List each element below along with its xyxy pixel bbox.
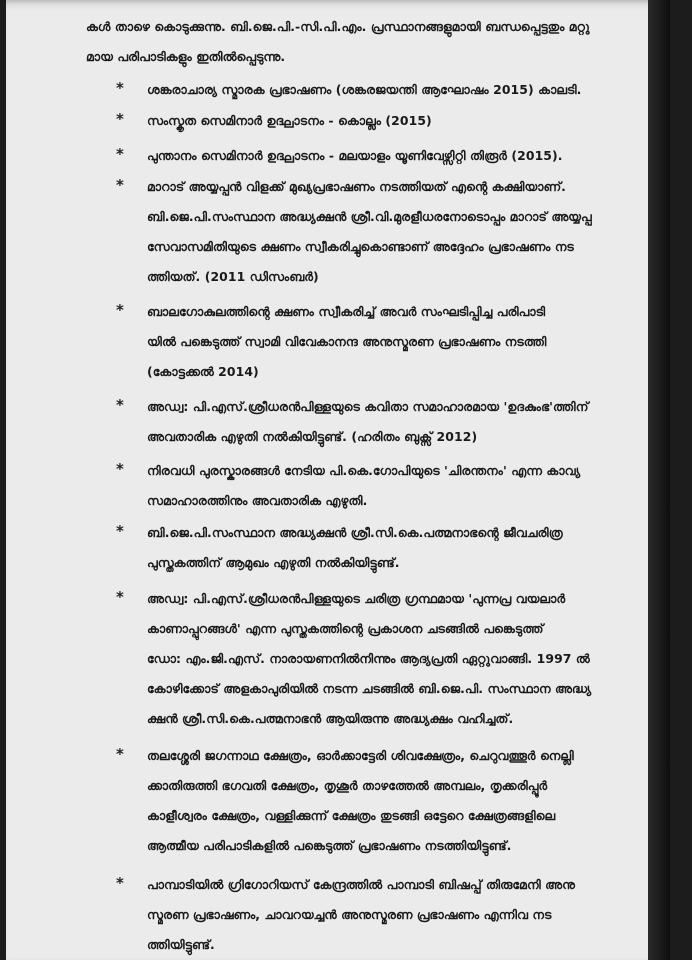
bullet-icon: * xyxy=(116,301,124,319)
item-line: ശങ്കരാചാര്യ സ്മാരക പ്രഭാഷണം (ശങ്കരജയന്തി ആഘോഷം 2015) കാലടി. xyxy=(147,82,582,97)
item-line: പുസ്തകത്തിന് ആമുഖം എഴുതി നൽകിയിട്ടുണ്ട്. xyxy=(147,555,400,570)
item-line: ആത്മീയ പരിപാടികളിൽ പങ്കെടുത്ത് പ്രഭാഷണം നടത്തിയിട്ടുണ്ട്. xyxy=(147,838,512,853)
bullet-icon: * xyxy=(116,874,124,892)
item-line: സംസ്കൃത സെമിനാർ ഉദ്ഘാടനം - കൊല്ലം (2015) xyxy=(147,113,432,128)
bullet-icon: * xyxy=(116,110,124,128)
bullet-icon: * xyxy=(116,176,124,194)
intro-line: കൾ താഴെ കൊടുക്കുന്നു. ബി.ജെ.പി.-സി.പി.എം. പ്രസ്ഥാനങ്ങളുമായി ബന്ധപ്പെട്ടതും മറ്റു xyxy=(86,19,590,34)
item-line: സ്മരണ പ്രഭാഷണം, ചാവറയച്ചൻ അനുസ്മരണ പ്രഭാഷണം എന്നിവ നട xyxy=(147,907,552,922)
item-line: തലശ്ശേരി ജഗന്നാഥ ക്ഷേത്രം, ഓർക്കാട്ടേരി ശിവക്ഷേത്രം, ചെറുവത്തൂർ നെല്ലി xyxy=(147,748,574,763)
item-line: ക്കാതിരുത്തി ഭഗവതി ക്ഷേത്രം, തൃശൂർ താഴത്തേൽ അമ്പലം, തൃക്കരിപ്പൂർ xyxy=(147,778,548,793)
bullet-icon: * xyxy=(116,588,124,606)
bullet-icon: * xyxy=(116,460,124,478)
item-line: ക്ഷൻ ശ്രീ.സി.കെ.പത്മനാഭൻ ആയിരുന്നു അദ്ധ്യക്ഷം വഹിച്ചത്. xyxy=(147,711,514,726)
item-line: ത്തിയത്. (2011 ഡിസംബർ) xyxy=(147,269,319,284)
intro-line: മായ പരിപാടികളും ഇതിൽപ്പെടുന്നു. xyxy=(86,49,286,64)
item-line: പുന്താനം സെമിനാർ ഉദ്ഘാടനം - മലയാളം യൂണിവേഴ്സിറ്റി തിരൂർ (2015). xyxy=(147,148,563,163)
item-line: ഡോ: എം.ജി.എസ്. നാരായണനിൽനിന്നും ആദ്യപ്രതി ഏറ്റുവാങ്ങി. 1997 ൽ xyxy=(147,651,590,666)
item-line: (കോട്ടക്കൽ 2014) xyxy=(147,364,259,379)
item-line: കാണാപ്പുറങ്ങൾ' എന്ന പുസ്തകത്തിന്റെ പ്രകാശന ചടങ്ങിൽ പങ്കെടുത്ത് xyxy=(147,621,544,636)
bullet-icon: * xyxy=(116,396,124,414)
page-edge-shadow xyxy=(648,0,670,960)
item-line: സേവാസമിതിയുടെ ക്ഷണം സ്വീകരിച്ചുകൊണ്ടാണ് അദ്ദേഹം പ്രഭാഷണം നട xyxy=(147,239,574,254)
bullet-icon: * xyxy=(116,522,124,540)
bullet-icon: * xyxy=(116,745,124,763)
item-line: ബി.ജെ.പി.സംസ്ഥാന അദ്ധ്യക്ഷൻ ശ്രീ.വി.മുരളീധരനോടൊപ്പം മാറാട് അയ്യപ്പ xyxy=(147,209,592,224)
item-line: നിരവധി പുരസ്കാരങ്ങൾ നേടിയ പി.കെ.ഗോപിയുടെ 'ചിരന്തനം' എന്ന കാവ്യ xyxy=(147,463,581,478)
item-line: അവതാരിക എഴുതി നൽകിയിട്ടുണ്ട്. (ഹരിതം ബുക്സ് 2012) xyxy=(147,429,478,444)
item-line: സമാഹാരത്തിനും അവതാരിക എഴുതി. xyxy=(147,493,368,508)
item-line: കാളീശ്വരം ക്ഷേത്രം, വള്ളിക്കുന്ന് ക്ഷേത്രം തുടങ്ങി ഒട്ടേറെ ക്ഷേത്രങ്ങളിലെ xyxy=(147,808,556,823)
bullet-icon: * xyxy=(116,79,124,97)
item-line: ബി.ജെ.പി.സംസ്ഥാന അദ്ധ്യക്ഷൻ ശ്രീ.സി.കെ.പത്മനാഭന്റെ ജീവചരിത്ര xyxy=(147,525,563,540)
item-line: മാറാട് അയ്യപ്പൻ വിളക്ക് മുഖ്യപ്രഭാഷണം നടത്തിയത് എന്റെ കക്ഷിയാണ്. xyxy=(147,179,566,194)
item-line: ത്തിയിട്ടുണ്ട്. xyxy=(147,937,215,952)
item-line: അഡ്വ: പി.എസ്.ശ്രീധരൻപിള്ളയുടെ കവിതാ സമാഹാരമായ 'ഉദകുംഭ'ത്തിന് xyxy=(147,399,589,414)
item-line: ബാലഗോകുലത്തിന്റെ ക്ഷണം സ്വീകരിച്ച് അവർ സംഘടിപ്പിച്ച പരിപാടി xyxy=(147,304,546,319)
item-line: പാമ്പാടിയിൽ ഗ്രിഗോറിയസ് കേന്ദ്രത്തിൽ പാമ്പാടി ബിഷപ്പ് തിരുമേനി അനു xyxy=(147,877,575,892)
intro-paragraph xyxy=(86,12,626,72)
item-line: അഡ്വ: പി.എസ്.ശ്രീധരൻപിള്ളയുടെ ചരിത്ര ഗ്രന്ഥമായ 'പുന്നപ്ര വയലാർ xyxy=(147,591,566,606)
item-line: കോഴിക്കോട് അളകാപുരിയിൽ നടന്ന ചടങ്ങിൽ ബി.ജെ.പി. സംസ്ഥാന അദ്ധ്യ xyxy=(147,681,592,696)
document-page xyxy=(6,0,670,960)
item-line: യിൽ പങ്കെടുത്ത് സ്വാമി വിവേകാനന്ദ അനുസ്മരണ പ്രഭാഷണം നടത്തി xyxy=(147,334,547,349)
bullet-icon: * xyxy=(116,145,124,163)
